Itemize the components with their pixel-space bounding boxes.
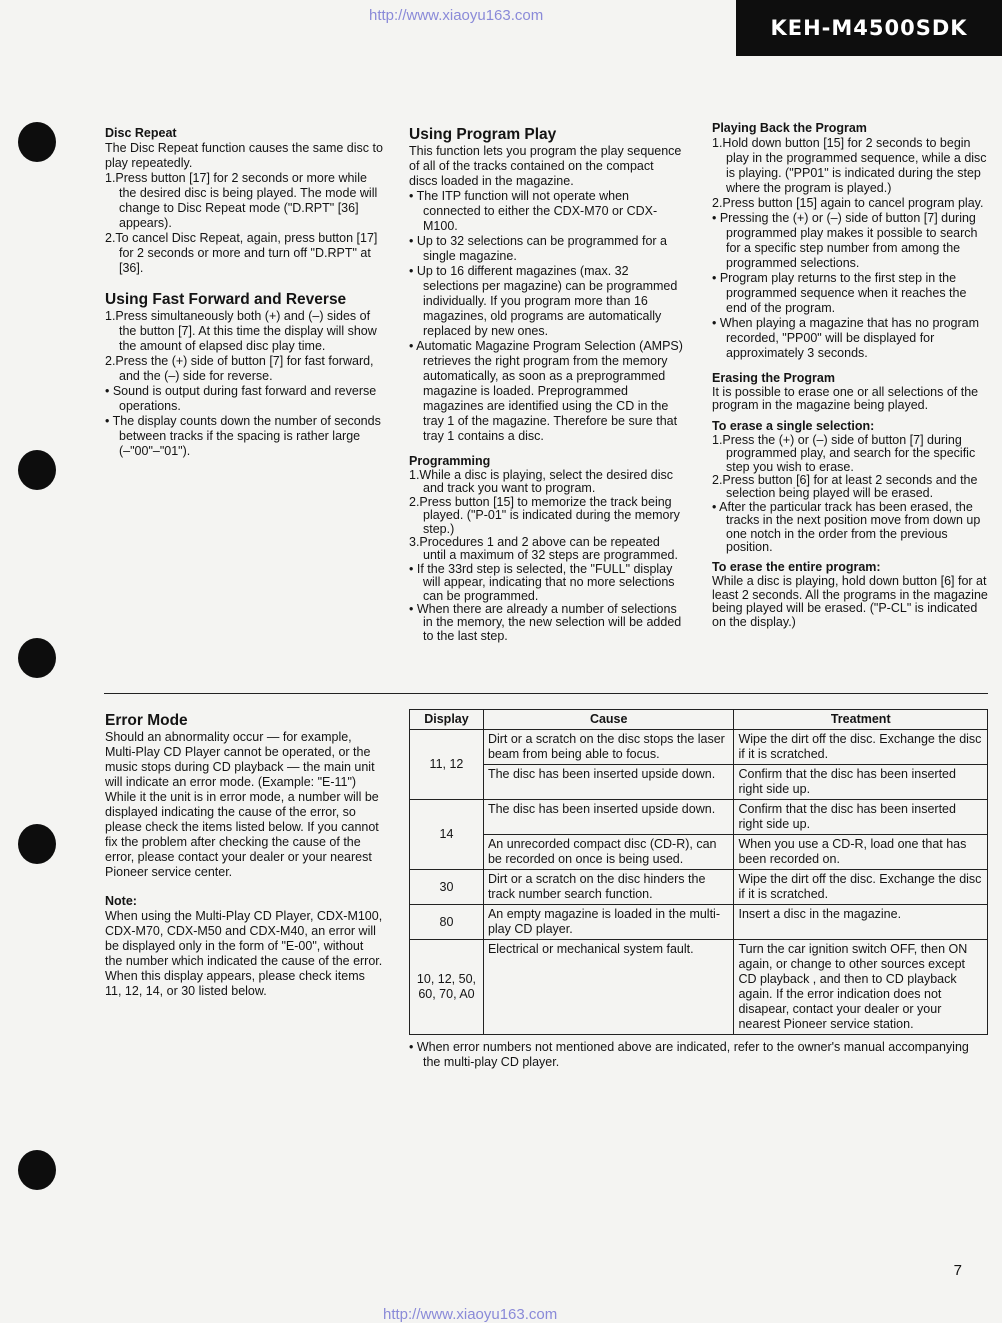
cause-cell: An unrecorded compact disc (CD-R), can be recorded on once is being used. [483,835,734,870]
list-item: • When there are already a number of selections in the memory, the new selection will be added to the last step. [409,602,682,643]
binder-hole-5 [18,1150,56,1190]
treatment-cell: Confirm that the disc has been inserted right side up. [734,765,988,800]
treatment-cell: Wipe the dirt off the disc. Exchange the disc if it is scratched. [734,730,988,765]
treatment-cell: Wipe the dirt off the disc. Exchange the disc if it is scratched. [734,870,988,905]
cause-cell: The disc has been inserted upside down. [483,800,734,835]
list-item: • After the particular track has been erased, the tracks in the next position move from down up one notch in the order from the previous position. [712,499,981,555]
programming-steps [409,469,683,643]
list-item: • Automatic Magazine Program Selection (AMPS) retrieves the right program from the memory automatically, as soon as a preprogrammed magazine is loaded. Preprogrammed magazines are identified using the CD in the tray 1 of the magazine. Therefore be sure that tray 1 contains a disc. [409,339,683,443]
list-item: 1.Hold down button [15] for 2 seconds to begin play in the programmed sequence, while a disc is playing. ("PP01" is indicated during the step where the program is played.) [712,136,987,195]
note-title: Note: [105,894,137,908]
program-play-intro: This function lets you program the play sequence of all of the tracks contained on the compact discs loaded in the magazine. [409,144,682,188]
playing-back-steps [712,136,988,361]
display-cell: 11, 12 [410,730,484,800]
bottom-url: http://www.xiaoyu163.com [383,1306,558,1323]
note-text: When using the Multi-Play CD Player, CDX-M100, CDX-M70, CDX-M50 and CDX-M40, an error will be displayed only in the form of "E-00", without the number which indicated the cause of the error. When this display appears, please check items 11, 12, 14, or 30 listed below. [105,909,383,998]
list-item: • Up to 32 selections can be programmed for a single magazine. [409,234,667,263]
list-item: 2.Press button [15] to memorize the track being played. ("P-01" is indicated during the memory step.) [409,494,680,536]
playing-back-title: Playing Back the Program [712,121,867,135]
error-mode-title: Error Mode [105,712,188,729]
list-item: • When playing a magazine that has no program recorded, "PP00" will be displayed for approximately 3 seconds. [712,316,980,360]
erasing-intro: It is possible to erase one or all selections of the program in the magazine being played. [712,385,979,413]
cause-cell: Electrical or mechanical system fault. [483,940,734,1035]
disc-repeat-intro: The Disc Repeat function causes the same disc to play repeatedly. [105,141,383,170]
cause-cell: The disc has been inserted upside down. [483,765,734,800]
programming-title: Programming [409,454,491,468]
table-row [410,940,988,1035]
list-item: 2.Press button [6] for at least 2 seconds and the selection being played will be erased. [712,473,978,501]
treatment-cell: When you use a CD-R, load one that has been recorded on. [734,835,988,870]
table-header-row [410,710,988,730]
page-number: 7 [953,1262,962,1279]
list-item: 1.Press simultaneously both (+) and (–) sides of the button [7]. At this time the display will show the amount of elapsed disc play time. [105,309,377,353]
list-item: 2.Press button [15] again to cancel program play. [712,196,984,210]
error-table [409,709,988,1035]
list-item: 1.While a disc is playing, select the desired disc and track you want to program. [409,468,674,496]
display-cell: 80 [410,905,484,940]
header-display: Display [410,710,484,730]
binder-hole-1 [18,122,56,162]
treatment-cell: Insert a disc in the magazine. [734,905,988,940]
display-cell: 10, 12, 50, 60, 70, A0 [410,940,484,1035]
display-cell: 14 [410,800,484,870]
header-cause: Cause [483,710,734,730]
list-item: 1.Press the (+) or (–) side of button [7] during programmed play, and search for the specific step you wish to erase. [712,432,976,474]
table-row [410,800,988,835]
treatment-cell: Confirm that the disc has been inserted right side up. [734,800,988,835]
table-row [410,765,988,800]
error-mode-text: Should an abnormality occur — for example, Multi-Play CD Player cannot be operated, or the music stops during CD playback — the main unit will indicate an error mode. (Example: "E-11") While it the unit is in error mode, a number will be displayed indicating the cause of the error, so please check the items listed below. If you cannot fix the problem after checking the cause of the error, please contact your dealer or your nearest Pioneer service center. [105,730,379,879]
erase-all-text: While a disc is playing, hold down button [6] for at least 2 seconds. All the programs in the magazine being played will be erased. ("P-CL" is indicated on the display.) [712,574,988,629]
cause-cell: An empty magazine is loaded in the multi-play CD player. [483,905,734,940]
list-item: 2.To cancel Disc Repeat, again, press button [17] for 2 seconds or more and turn off "D.RPT" at [36]. [105,231,378,275]
error-table-section [409,709,988,1070]
cause-cell: Dirt or a scratch on the disc stops the laser beam from being able to focus. [483,730,734,765]
error-mode-section [105,711,383,999]
treatment-cell: Turn the car ignition switch OFF, then ON again, or change to other sources except CD playback , and then to CD playback again. If the error indication does not disapear, contact your dealer or your nearest Pioneer service station. [734,940,988,1035]
list-item: 2.Press the (+) side of button [7] for fast forward, and the (–) side for reverse. [105,354,374,383]
disc-repeat-steps [105,171,383,276]
table-row [410,905,988,940]
table-row [410,870,988,905]
list-item: • Sound is output during fast forward and reverse operations. [105,384,377,413]
fast-forward-steps [105,309,383,459]
header-treatment: Treatment [734,710,988,730]
top-url: http://www.xiaoyu163.com [369,7,544,24]
program-play-title: Using Program Play [409,126,557,143]
list-item: • Pressing the (+) or (–) side of button [7] during programmed play makes it possible to search for a specific step number from among the programmed selections. [712,211,978,270]
list-item: • Up to 16 different magazines (max. 32 selections per magazine) can be programmed individually. If you program more than 16 magazines, old programs are automatically replaced by new ones. [409,264,678,338]
binder-hole-4 [18,824,56,864]
cause-cell: Dirt or a scratch on the disc hinders the track number search function. [483,870,734,905]
model-label: KEH-M4500SDK [736,0,1002,56]
disc-repeat-title: Disc Repeat [105,126,177,140]
erase-single-steps [712,434,988,555]
erase-all-title: To erase the entire program: [712,560,881,575]
erase-single-title: To erase a single selection: [712,418,875,433]
list-item: 3.Procedures 1 and 2 above can be repeated until a maximum of 32 steps are programmed. [409,535,678,563]
list-item: • The ITP function will not operate when connected to either the CDX-M70 or CDX-M100. [409,189,658,233]
list-item: • The display counts down the number of seconds between tracks if the spacing is rather large (–"00"–"01"). [105,414,381,458]
section-divider [104,693,988,694]
column-2 [409,125,683,643]
table-row [410,835,988,870]
program-play-notes [409,189,683,444]
list-item: • If the 33rd step is selected, the "FULL" display will appear, indicating that no more selections can be programmed. [409,561,675,603]
column-1 [105,126,383,459]
binder-hole-3 [18,638,56,678]
table-row [410,730,988,765]
list-item: • Program play returns to the first step in the programmed sequence when it reaches the end of the program. [712,271,967,315]
column-3 [712,121,988,629]
table-footnote: • When error numbers not mentioned above are indicated, refer to the owner's manual accompanying the multi-play CD player. [409,1040,969,1069]
display-cell: 30 [410,870,484,905]
erasing-title: Erasing the Program [712,371,835,385]
binder-hole-2 [18,450,56,490]
fast-forward-title: Using Fast Forward and Reverse [105,291,347,308]
list-item: 1.Press button [17] for 2 seconds or more while the desired disc is being played. The mode will change to Disc Repeat mode ("D.RPT" [36] appears). [105,171,378,230]
